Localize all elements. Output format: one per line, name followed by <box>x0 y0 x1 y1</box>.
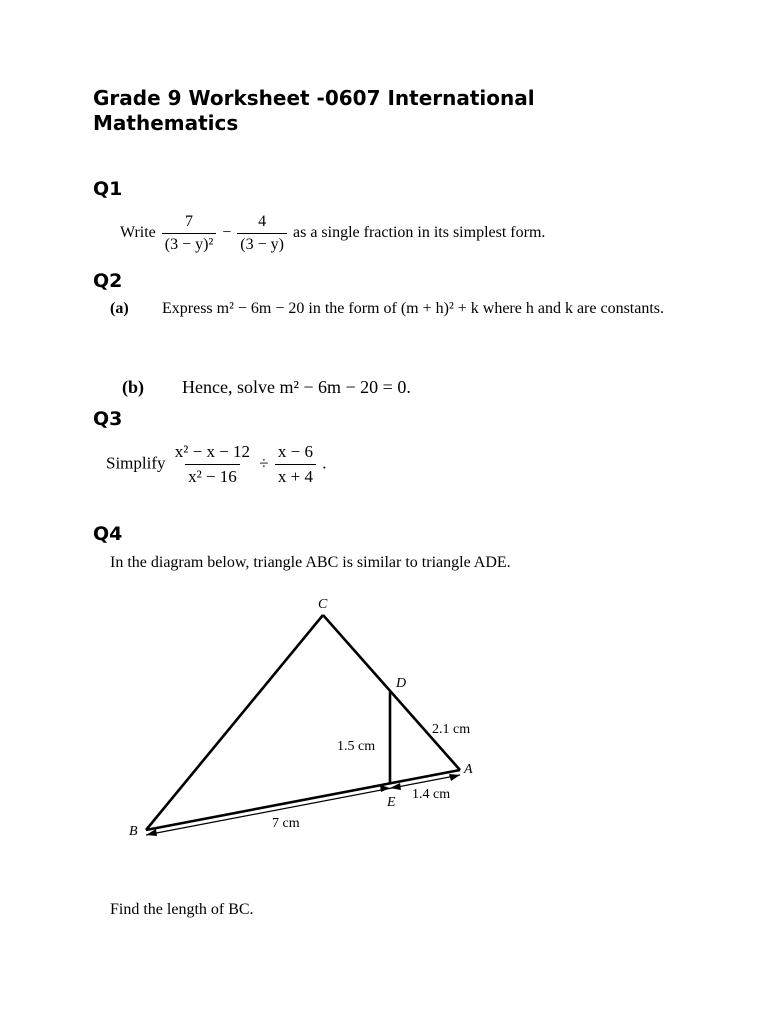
q2-part-b-text: Hence, solve m² − 6m − 20 = 0. <box>182 377 411 397</box>
q3-frac1-denominator: x² − 16 <box>185 464 240 487</box>
side-BC <box>146 615 323 830</box>
vertex-label-A: A <box>464 762 473 777</box>
dimension-line-BA <box>146 775 460 835</box>
length-label-DE: 1.5 cm <box>337 739 376 754</box>
q3-end: . <box>322 453 327 473</box>
vertex-label-E: E <box>387 795 396 810</box>
vertex-label-D: D <box>396 676 407 691</box>
q2-part-a-text: Express m² − 6m − 20 in the form of (m + h)² + k where h and k are constants. <box>162 300 665 317</box>
length-label-EA: 1.4 cm <box>412 787 451 802</box>
arrowhead-A <box>449 774 460 781</box>
length-label-BE: 7 cm <box>272 816 300 831</box>
title-line-1: Grade 9 Worksheet -0607 International <box>93 86 535 110</box>
arrowhead-E-left <box>380 785 390 792</box>
q2-part-b-label: (b) <box>122 377 144 397</box>
q1-frac1-denominator: (3 − y)² <box>162 233 216 254</box>
q1-heading: Q1 <box>93 178 123 200</box>
q4-intro: In the diagram below, triangle ABC is similar to triangle ADE. <box>110 554 511 571</box>
vertex-label-B: B <box>129 824 138 839</box>
q1-prefix: Write <box>120 224 156 242</box>
length-label-DA: 2.1 cm <box>432 722 471 737</box>
q3-frac2-denominator: x + 4 <box>275 464 316 487</box>
q3-prefix: Simplify <box>106 453 166 473</box>
q2-part-a-label: (a) <box>110 300 129 317</box>
q1-frac2-denominator: (3 − y) <box>237 233 287 254</box>
q2-heading: Q2 <box>93 270 123 292</box>
q1-suffix: as a single fraction in its simplest form. <box>292 224 546 242</box>
q3-frac2-numerator: x − 6 <box>277 442 313 461</box>
q4-question: Find the length of BC. <box>110 901 254 918</box>
q3-frac1-numerator: x² − x − 12 <box>174 442 251 461</box>
vertex-label-C: C <box>318 597 328 612</box>
q4-heading: Q4 <box>93 523 123 545</box>
title-line-2: Mathematics <box>93 111 239 135</box>
q3-divide: ÷ <box>259 453 269 473</box>
q3-heading: Q3 <box>93 408 123 430</box>
q1-frac1-numerator: 7 <box>185 213 194 230</box>
q1-minus: − <box>222 224 232 242</box>
q1-frac2-numerator: 4 <box>258 213 267 230</box>
